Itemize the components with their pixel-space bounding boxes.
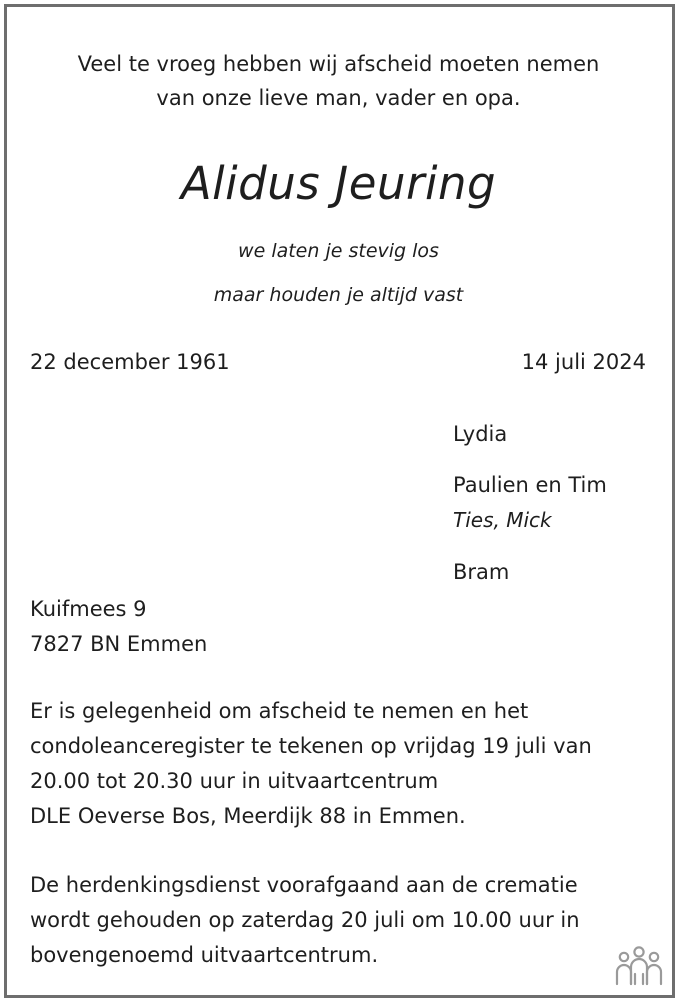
family-line-1: Lydia — [453, 422, 508, 446]
address-street: Kuifmees 9 — [30, 597, 147, 621]
deceased-name: Alidus Jeuring — [180, 157, 497, 210]
family-line-4: Bram — [453, 560, 510, 584]
people-group-icon — [614, 944, 664, 988]
paragraph-line: wordt gehouden op zaterdag 20 juli om 10.00 uur in — [30, 908, 580, 932]
intro-text — [0, 47, 677, 115]
paragraph-line: bovengenoemd uitvaartcentrum. — [30, 943, 379, 967]
death-date: 14 juli 2024 — [521, 350, 646, 374]
paragraph-line: De herdenkingsdienst voorafgaand aan de crematie — [30, 873, 578, 897]
family-line-3: Ties, Mick — [453, 508, 552, 532]
family-line-2: Paulien en Tim — [453, 473, 607, 497]
quote-line-1: we laten je stevig los — [238, 240, 439, 262]
address — [30, 592, 207, 662]
paragraph-line: Er is gelegenheid om afscheid te nemen en het — [30, 699, 529, 723]
intro-line-1: Veel te vroeg hebben wij afscheid moeten nemen — [77, 52, 600, 76]
quote-line-2: maar houden je altijd vast — [213, 284, 464, 306]
paragraph-line: 20.00 tot 20.30 uur in uitvaartcentrum — [30, 769, 439, 793]
address-city: 7827 BN Emmen — [30, 632, 208, 656]
intro-line-2: van onze lieve man, vader en opa. — [156, 86, 521, 110]
birth-date: 22 december 1961 — [30, 350, 230, 374]
paragraph-line: DLE Oeverse Bos, Meerdijk 88 in Emmen. — [30, 804, 466, 828]
paragraph-line: condoleanceregister te tekenen op vrijdag 19 juli van — [30, 734, 592, 758]
service-paragraph — [30, 868, 580, 973]
visitation-paragraph — [30, 694, 592, 834]
